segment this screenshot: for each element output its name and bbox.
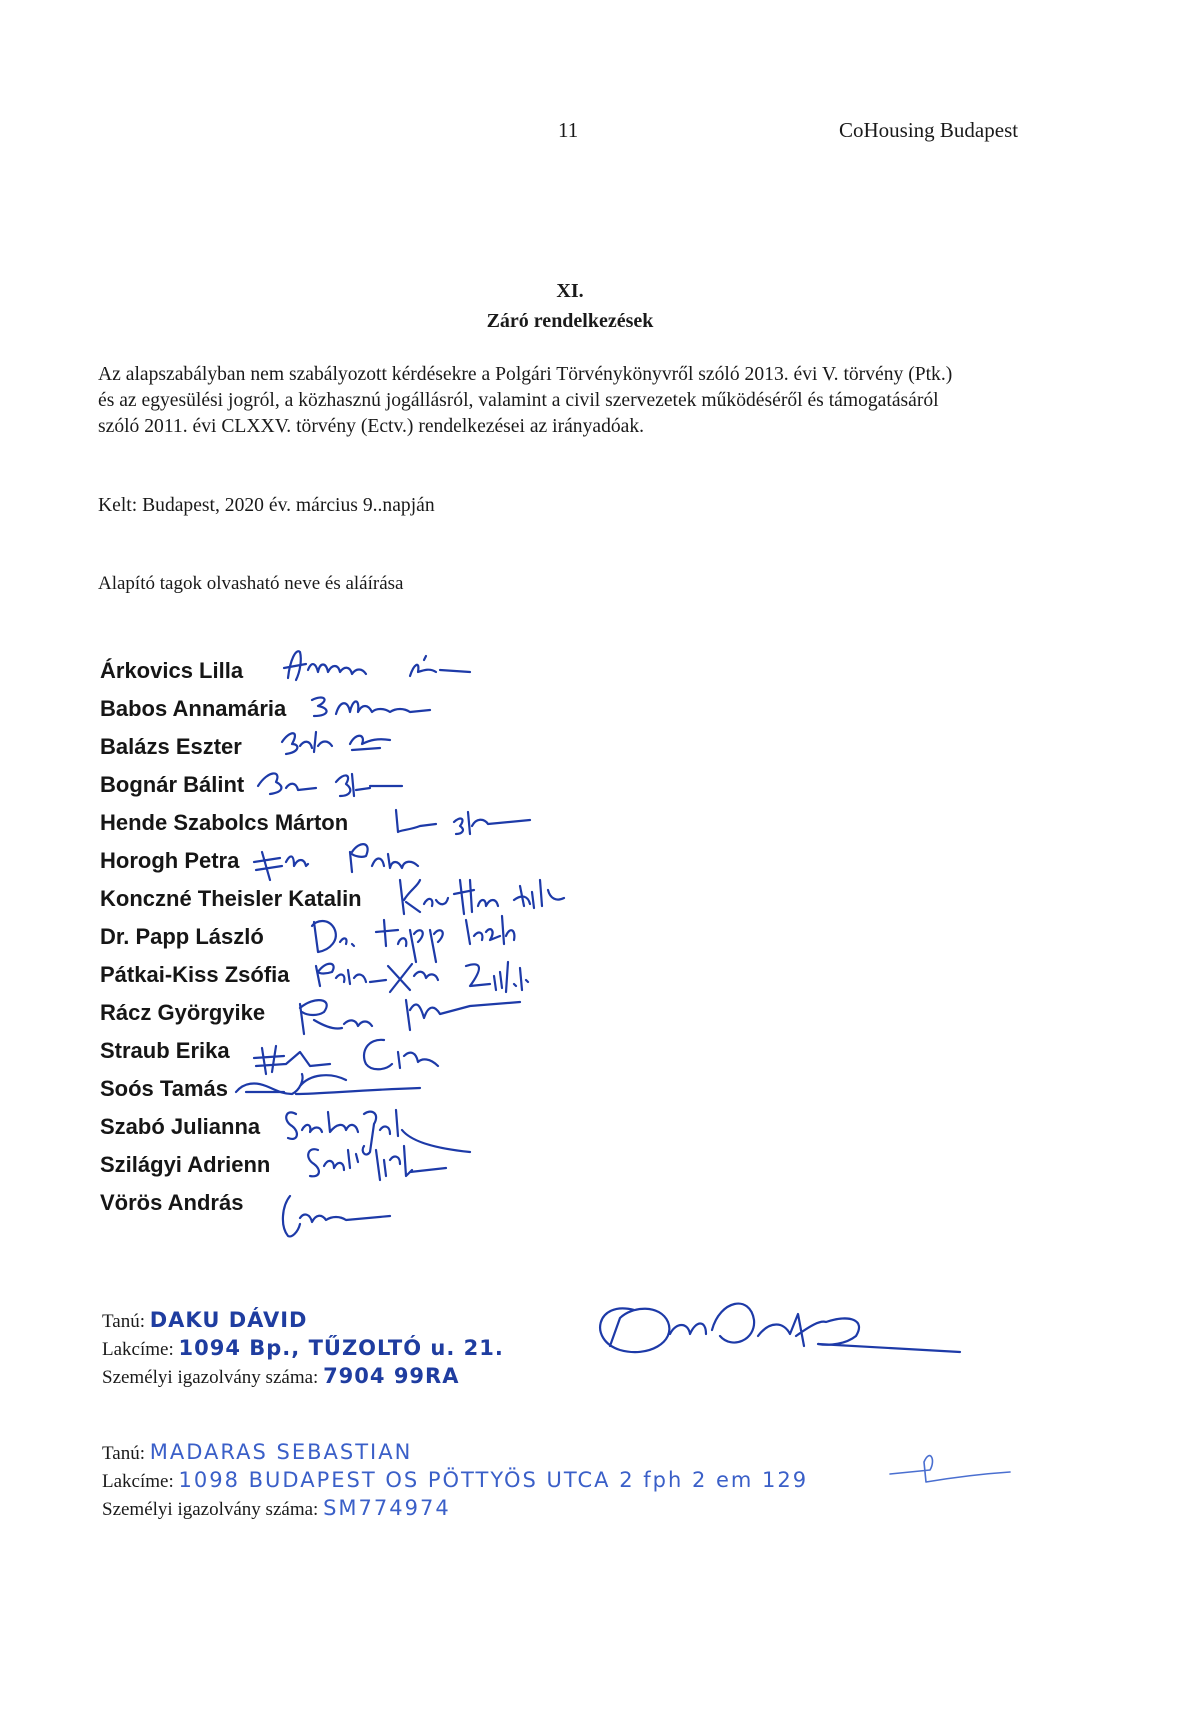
member-name: Szabó Julianna [100,1114,261,1139]
section-title: Záró rendelkezések [486,310,654,332]
witness-id-value: 7904 99RA [323,1364,460,1388]
witness-address-label: Lakcíme: [102,1471,174,1492]
date-line: Kelt: Budapest, 2020 év. március 9..napján [98,495,435,516]
body-line: Az alapszabályban nem szabályozott kérdésekre a Polgári Törvénykönyvről szóló 2013. évi V. törvény (Ptk.) [98,364,953,385]
member-name: Pátkai-Kiss Zsófia [100,962,290,987]
witness-address-label: Lakcíme: [102,1339,174,1360]
member-name: Straub Erika [100,1038,230,1063]
member-name: Vörös András [100,1190,244,1215]
body-line: szóló 2011. évi CLXXV. törvény (Ectv.) rendelkezései az irányadóak. [98,416,645,437]
witness-name-value: MADARAS SEBASTIAN [149,1440,413,1464]
member-name: Horogh Petra [100,848,240,873]
witness-name-value: DAKU DÁVID [149,1308,308,1332]
member-name: Árkovics Lilla [100,658,244,683]
section-number: XI. [556,280,584,302]
witness-address-value: 1094 Bp., TŰZOLTÓ u. 21. [178,1336,504,1360]
witness-id-value: SM774974 [323,1496,451,1520]
witness-id-label: Személyi igazolvány száma: [102,1499,319,1520]
founders-caption: Alapító tagok olvasható neve és aláírása [98,573,404,594]
member-name: Dr. Papp László [100,924,264,949]
member-name: Babos Annamária [100,696,287,721]
header-organization: CoHousing Budapest [839,118,1019,142]
body-line: és az egyesülési jogról, a közhasznú jogállásról, valamint a civil szervezetek működéséről és támogatásáról [98,390,939,411]
witness-name-label: Tanú: [102,1443,145,1464]
page-number: 11 [558,118,579,142]
witness-address-value: 1098 BUDAPEST OS PÖTTYÖS UTCA 2 fph 2 em 129 [178,1468,809,1492]
member-name: Soós Tamás [100,1076,228,1101]
member-name: Balázs Eszter [100,734,242,759]
member-name: Bognár Bálint [100,772,245,797]
member-name: Hende Szabolcs Márton [100,810,349,835]
member-name: Rácz Györgyike [100,1000,266,1025]
member-name: Konczné Theisler Katalin [100,886,362,911]
witness-name-label: Tanú: [102,1311,145,1332]
member-name: Szilágyi Adrienn [100,1152,271,1177]
witness-id-label: Személyi igazolvány száma: [102,1367,319,1388]
